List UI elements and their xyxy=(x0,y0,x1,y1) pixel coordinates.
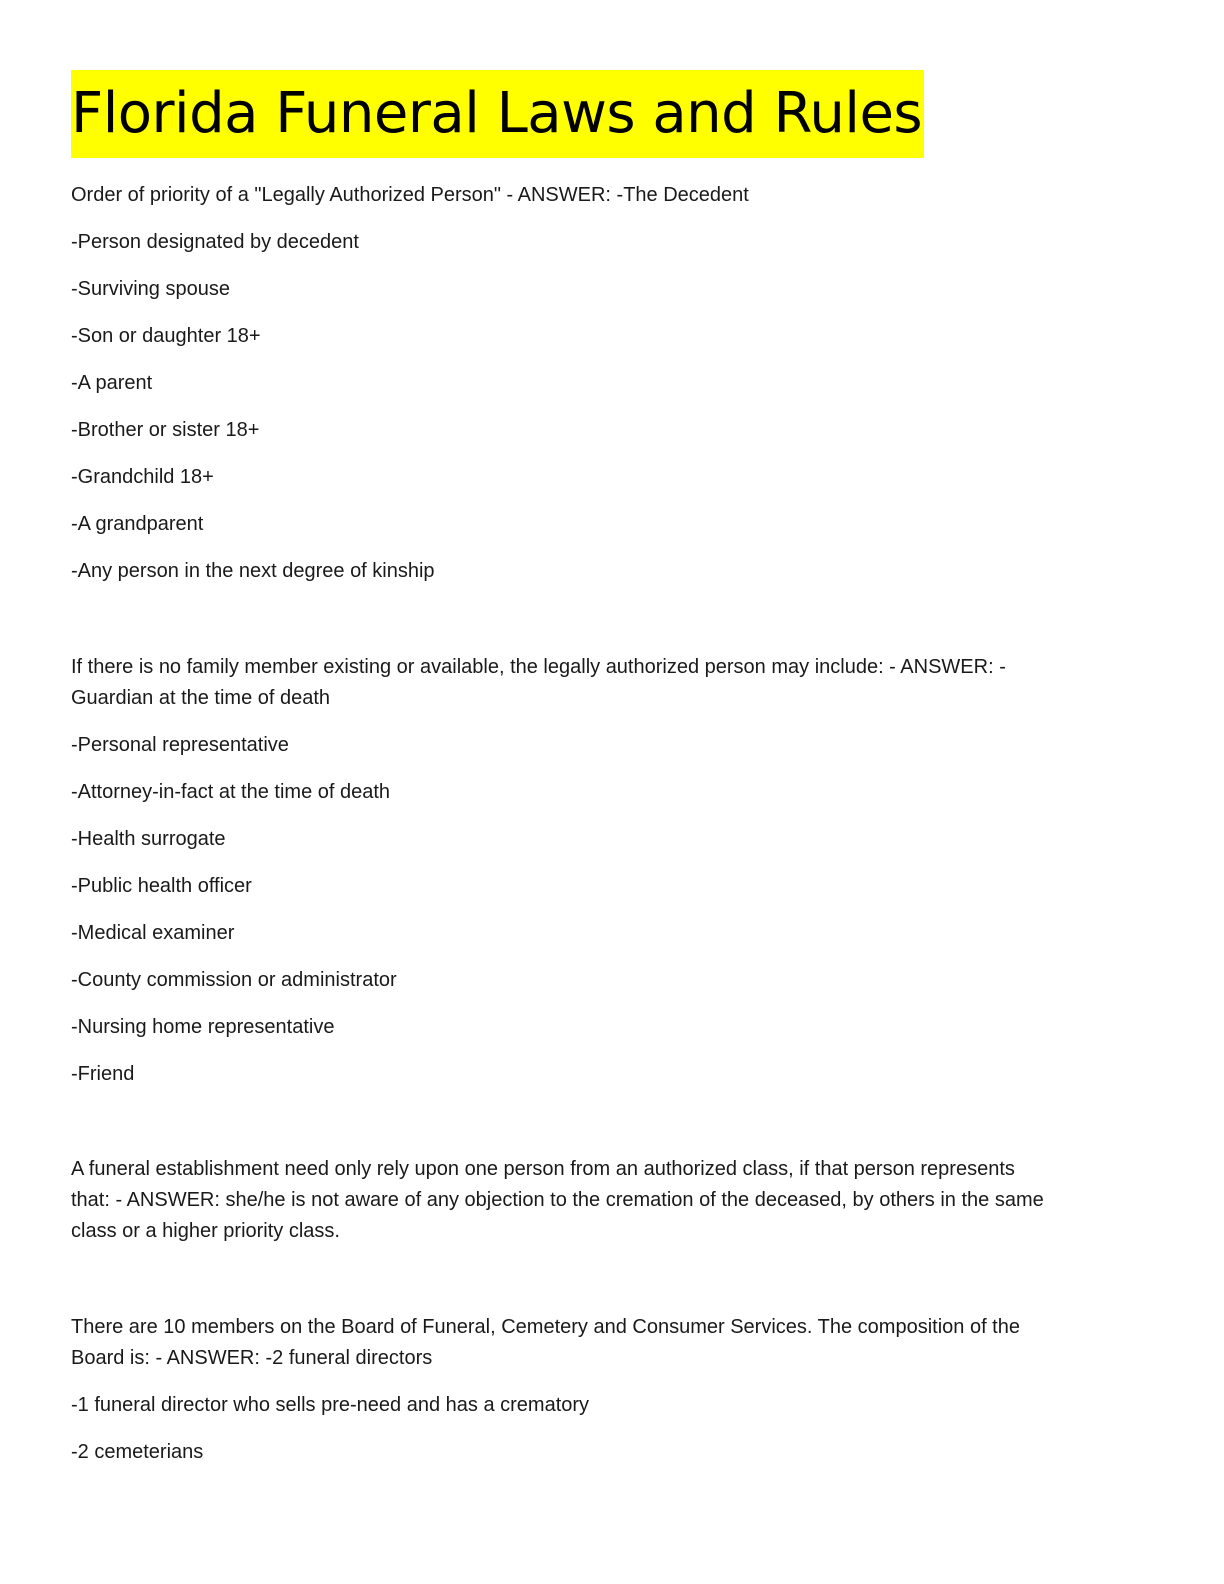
list-item: -Health surrogate xyxy=(71,828,226,850)
list-item: -Person designated by decedent xyxy=(71,231,359,253)
list-item: -Any person in the next degree of kinship xyxy=(71,560,435,582)
list-item: -Medical examiner xyxy=(71,922,235,944)
question-text: Order of priority of a "Legally Authorized Person" - ANSWER: -The Decedent xyxy=(71,184,749,206)
paragraph-line2: that: - ANSWER: she/he is not aware of any objection to the cremation of the deceased, by others in the same xyxy=(71,1189,1044,1211)
section-no-family-member xyxy=(71,652,1151,714)
list-item: -Brother or sister 18+ xyxy=(71,419,260,441)
list-item: -Personal representative xyxy=(71,734,289,756)
paragraph-line3: class or a higher priority class. xyxy=(71,1220,340,1242)
document-page xyxy=(71,70,1151,158)
list-item: -Friend xyxy=(71,1063,135,1085)
answer-list xyxy=(71,1390,1151,1468)
list-item: -A grandparent xyxy=(71,513,204,535)
answer-list xyxy=(71,730,1151,1090)
section-board-composition xyxy=(71,1312,1151,1374)
list-item: -Son or daughter 18+ xyxy=(71,325,261,347)
list-item: -Nursing home representative xyxy=(71,1016,335,1038)
list-item: -Public health officer xyxy=(71,875,252,897)
document-title: Florida Funeral Laws and Rules xyxy=(71,70,924,158)
section-authorized-class xyxy=(71,1154,1151,1247)
list-item: -Surviving spouse xyxy=(71,278,230,300)
question-text-line2: Board is: - ANSWER: -2 funeral directors xyxy=(71,1347,433,1369)
list-item: -1 funeral director who sells pre-need and has a crematory xyxy=(71,1394,590,1416)
list-item: -Attorney-in-fact at the time of death xyxy=(71,781,391,803)
list-item: -Grandchild 18+ xyxy=(71,466,214,488)
list-item: -2 cemeterians xyxy=(71,1441,204,1463)
question-text-line1: If there is no family member existing or available, the legally authorized person may include: - ANSWER: - xyxy=(71,656,1006,678)
list-item: -A parent xyxy=(71,372,153,394)
question-text-line1: There are 10 members on the Board of Funeral, Cemetery and Consumer Services. The composition of the xyxy=(71,1316,1020,1338)
question-text-line2: Guardian at the time of death xyxy=(71,687,331,709)
answer-list xyxy=(71,227,1151,587)
paragraph-line1: A funeral establishment need only rely upon one person from an authorized class, if that person represents xyxy=(71,1158,1015,1180)
section-legally-authorized-person xyxy=(71,180,1151,211)
list-item: -County commission or administrator xyxy=(71,969,397,991)
